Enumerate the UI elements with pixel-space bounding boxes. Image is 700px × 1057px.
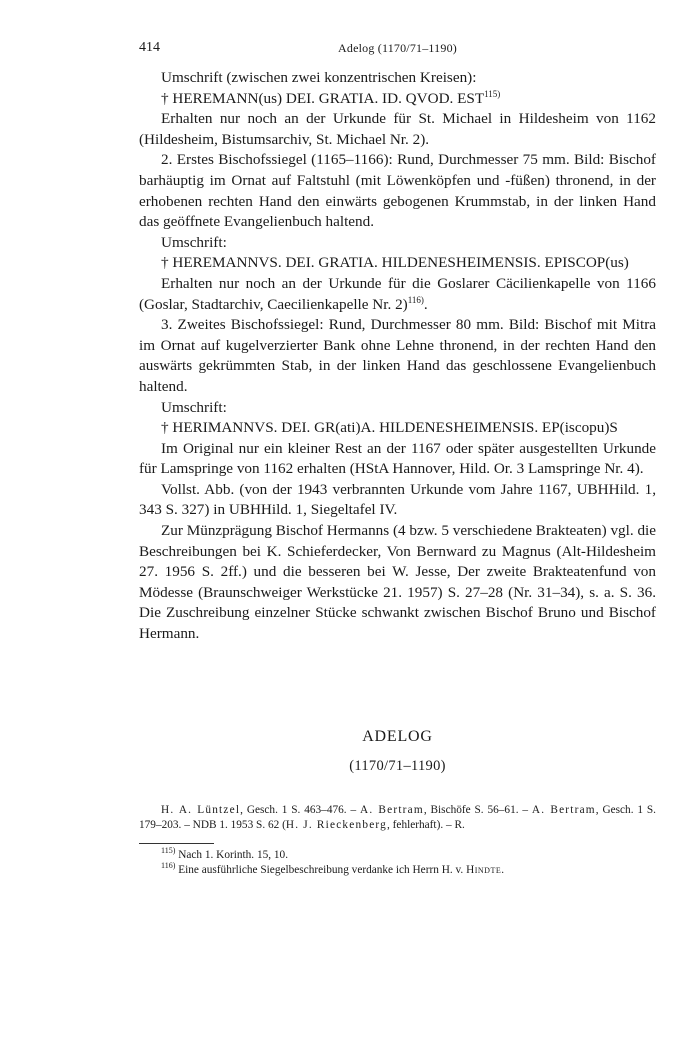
footnote-number: 116)	[161, 860, 176, 870]
footnote-rule	[139, 843, 214, 844]
citation: , Bischöfe S. 56–61. –	[423, 803, 532, 816]
footnote-115	[139, 845, 656, 863]
section-title: ADELOG	[362, 727, 433, 745]
paragraph	[139, 274, 656, 315]
inscription: † HERIMANNVS. DEI. GR(ati)A. HILDENESHEIMENSIS. EP(iscopu)S	[161, 419, 618, 437]
author: A. Bertram	[531, 803, 596, 816]
paragraph-end: .	[423, 295, 428, 313]
paragraph: 2. Erstes Bischofssiegel (1165–1166): Rund, Durchmesser 75 mm. Bild: Bischof barhäuptig im Ornat auf Faltstuhl (mit Löwenköpfen und -füßen) thronend, in der erhobenen rechten Hand den einwärts gebogenen Krummstab, in der linken Hand das geöffnete Evangelienbuch haltend.	[139, 151, 656, 231]
author: A. Bertram	[359, 803, 424, 816]
paragraph: Vollst. Abb. (von der 1943 verbrannten Urkunde vom Jahre 1167, UBHHild. 1, 343 S. 327) in UBHHild. 1, Siegeltafel IV.	[139, 480, 656, 519]
inscription-text: † HEREMANN(us) DEI. GRATIA. ID. QVOD. EST	[161, 89, 485, 107]
inscription	[139, 89, 656, 110]
paragraph-text: Erhalten nur noch an der Urkunde für die Goslarer Cäcilienkapelle von 1166 (Goslar, Stadtarchiv, Caecilienkapelle Nr. 2)	[139, 274, 656, 313]
citation: , Gesch. 1 S. 463–476. –	[240, 803, 360, 816]
page-number: 414	[139, 40, 160, 55]
footnote-number: 115)	[161, 845, 176, 855]
bibliography	[139, 803, 656, 834]
author: H. J. Rieckenberg	[285, 819, 388, 832]
footnotes	[139, 845, 656, 878]
citation: , Gesch. 1 S. 179–203. – NDB 1. 1953 S. 62 (	[139, 803, 656, 832]
paragraph: Zur Münzprägung Bischof Hermanns (4 bzw. 5 verschiedene Brakteaten) vgl. die Beschreibungen bei K. Schieferdecker, Von Bernward zu Magnus (Alt-Hildesheim 27. 1956 S. 2ff.) und die besseren bei W. Jesse, Der zweite Brakteatenfund von Mödesse (Braunschweiger Werkstücke 21. 1957) S. 27–28 (Nr. 31–34), s. a. S. 36. Die Zuschreibung einzelner Stücke schwankt zwischen Bischof Bruno und Bischof Hermann.	[139, 522, 656, 643]
paragraph: Umschrift:	[161, 398, 227, 416]
running-head	[139, 40, 656, 60]
footnote-text: Nach 1. Korinth. 15, 10.	[175, 848, 289, 861]
paragraph: 3. Zweites Bischofssiegel: Rund, Durchmesser 80 mm. Bild: Bischof mit Mitra im Ornat auf kugelverzierter Bank ohne Lehne thronend, in der rechten Hand den auswärts gekrümmten Stab, in der linken Hand das geschlossene Evangelienbuch haltend.	[139, 316, 656, 395]
body-text	[139, 68, 656, 645]
running-title: Adelog (1170/71–1190)	[338, 41, 457, 55]
paragraph: Umschrift (zwischen zwei konzentrischen Kreisen):	[161, 69, 477, 86]
citation: , fehlerhaft). – R.	[387, 819, 465, 832]
section-heading	[139, 728, 656, 775]
paragraph: Umschrift:	[161, 233, 227, 251]
footnote-end: .	[501, 863, 505, 876]
footnote-ref-116[interactable]: 116)	[407, 294, 424, 305]
inscription: † HEREMANNVS. DEI. GRATIA. HILDENESHEIMENSIS. EPISCOP(us)	[161, 254, 629, 272]
page	[139, 40, 656, 878]
footnote-116	[139, 860, 656, 878]
paragraph: Im Original nur ein kleiner Rest an der 1167 oder später ausgestellten Urkunde für Lamspringe von 1162 erhalten (HStA Hannover, Hild. Or. 3 Lamspringe Nr. 4).	[139, 439, 656, 478]
section-dates: (1170/71–1190)	[349, 757, 446, 774]
footnote-text: Eine ausführliche Siegelbeschreibung verdanke ich Herrn H. v.	[175, 863, 467, 876]
footnote-name: Hindte	[466, 863, 502, 876]
footnote-ref-115[interactable]: 115)	[484, 88, 501, 99]
paragraph: Erhalten nur noch an der Urkunde für St. Michael in Hildesheim von 1162 (Hildesheim, Bistumsarchiv, St. Michael Nr. 2).	[139, 110, 656, 148]
author: H. A. Lüntzel	[161, 803, 241, 816]
